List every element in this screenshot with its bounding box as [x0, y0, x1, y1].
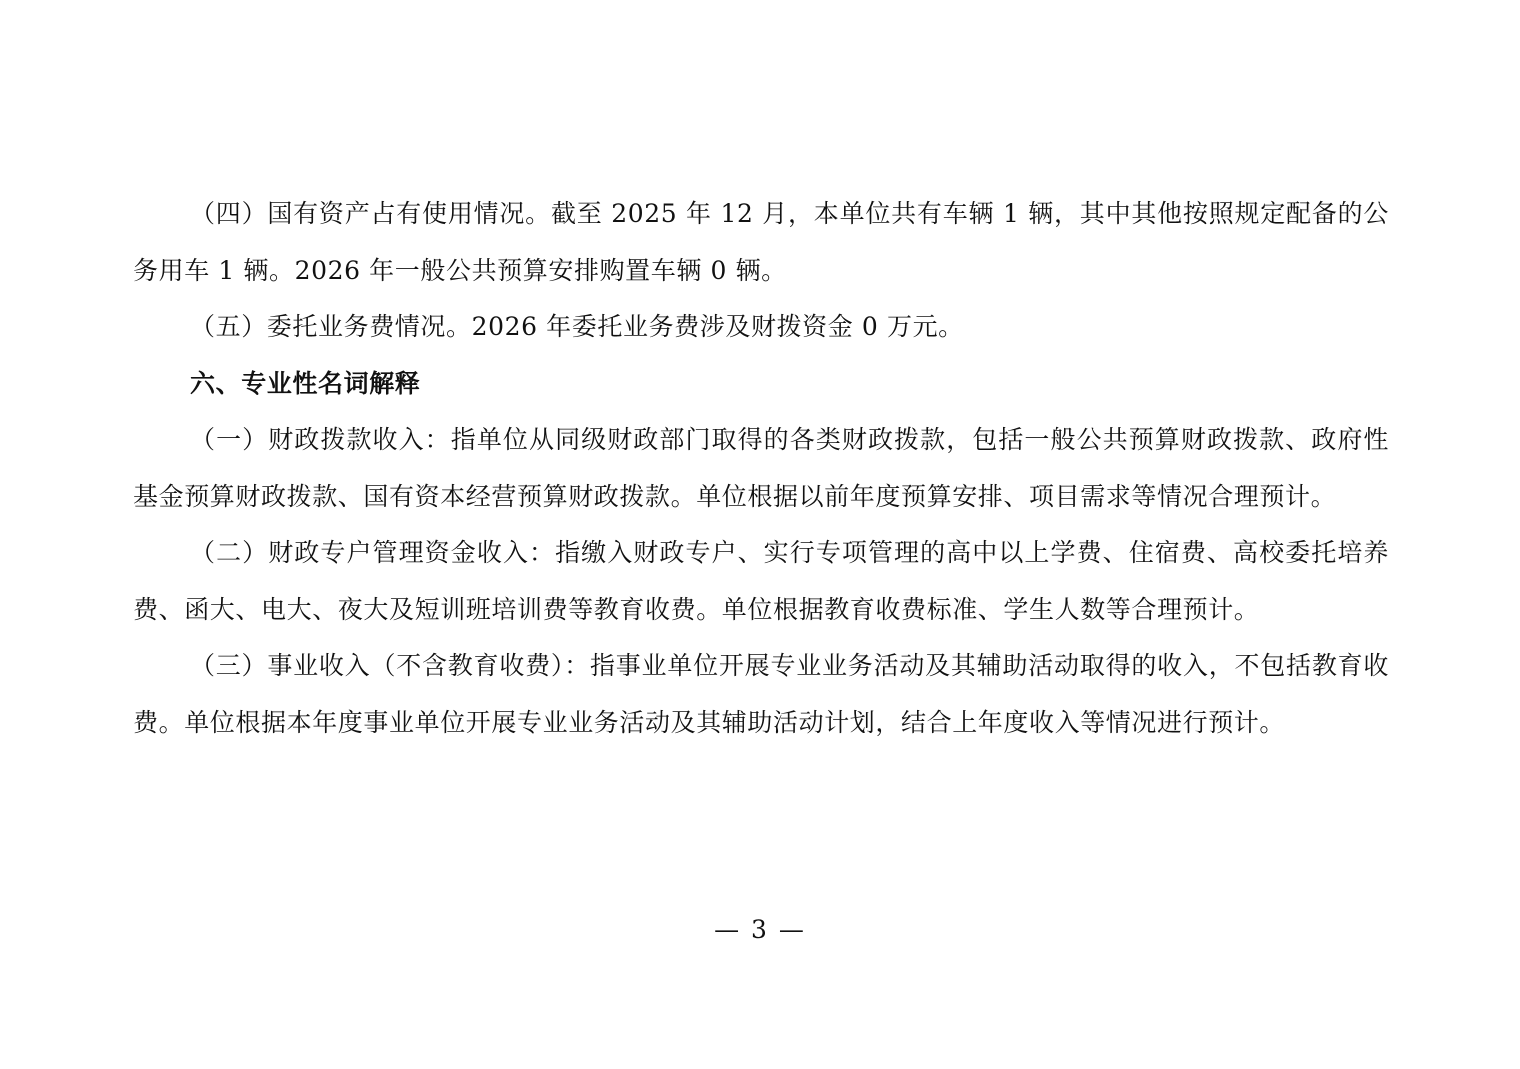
paragraph-state-assets: [133, 186, 1389, 299]
page-number: — 3 —: [714, 915, 806, 944]
paragraph-lead: （五）委托业务费情况。: [190, 312, 472, 341]
definition-text: 指缴入财政专户、实行专项管理的高中以上学费、住宿费、高校委托培养费、函大、电大、夜大及短训班培训费等教育收费。单位根据教育收费标准、学生人数等合理预计。: [133, 538, 1390, 624]
paragraph-text: 2026 年委托业务费涉及财拨资金 0 万元。: [471, 312, 964, 341]
definition-operating-income: [133, 638, 1389, 751]
definition-text: 指单位从同级财政部门取得的各类财政拨款，包括一般公共预算财政拨款、政府性基金预算财政拨款、国有资本经营预算财政拨款。单位根据以前年度预算安排、项目需求等情况合理预计。: [133, 425, 1389, 511]
definition-special-account-income: [133, 525, 1389, 638]
section-heading: 六、专业性名词解释: [190, 368, 421, 398]
definition-term: （三）事业收入（不含教育收费）：: [190, 651, 590, 680]
paragraph-text: 截至 2025 年 12 月，本单位共有车辆 1 辆，其中其他按照规定配备的公务用车 1 辆。2026 年一般公共预算安排购置车辆 0 辆。: [133, 199, 1389, 285]
paragraph-lead: （四）国有资产占有使用情况。: [190, 199, 551, 228]
definition-term: （一）财政拨款收入：: [190, 425, 451, 454]
definition-term: （二）财政专户管理资金收入：: [190, 538, 556, 567]
paragraph-entrusted-fees: [133, 299, 1389, 356]
definition-text: 指事业单位开展专业业务活动及其辅助活动取得的收入，不包括教育收费。单位根据本年度事业单位开展专业业务活动及其辅助活动计划，结合上年度收入等情况进行预计。: [133, 651, 1389, 737]
definition-fiscal-appropriation: [133, 412, 1389, 525]
document-body: [133, 186, 1389, 751]
